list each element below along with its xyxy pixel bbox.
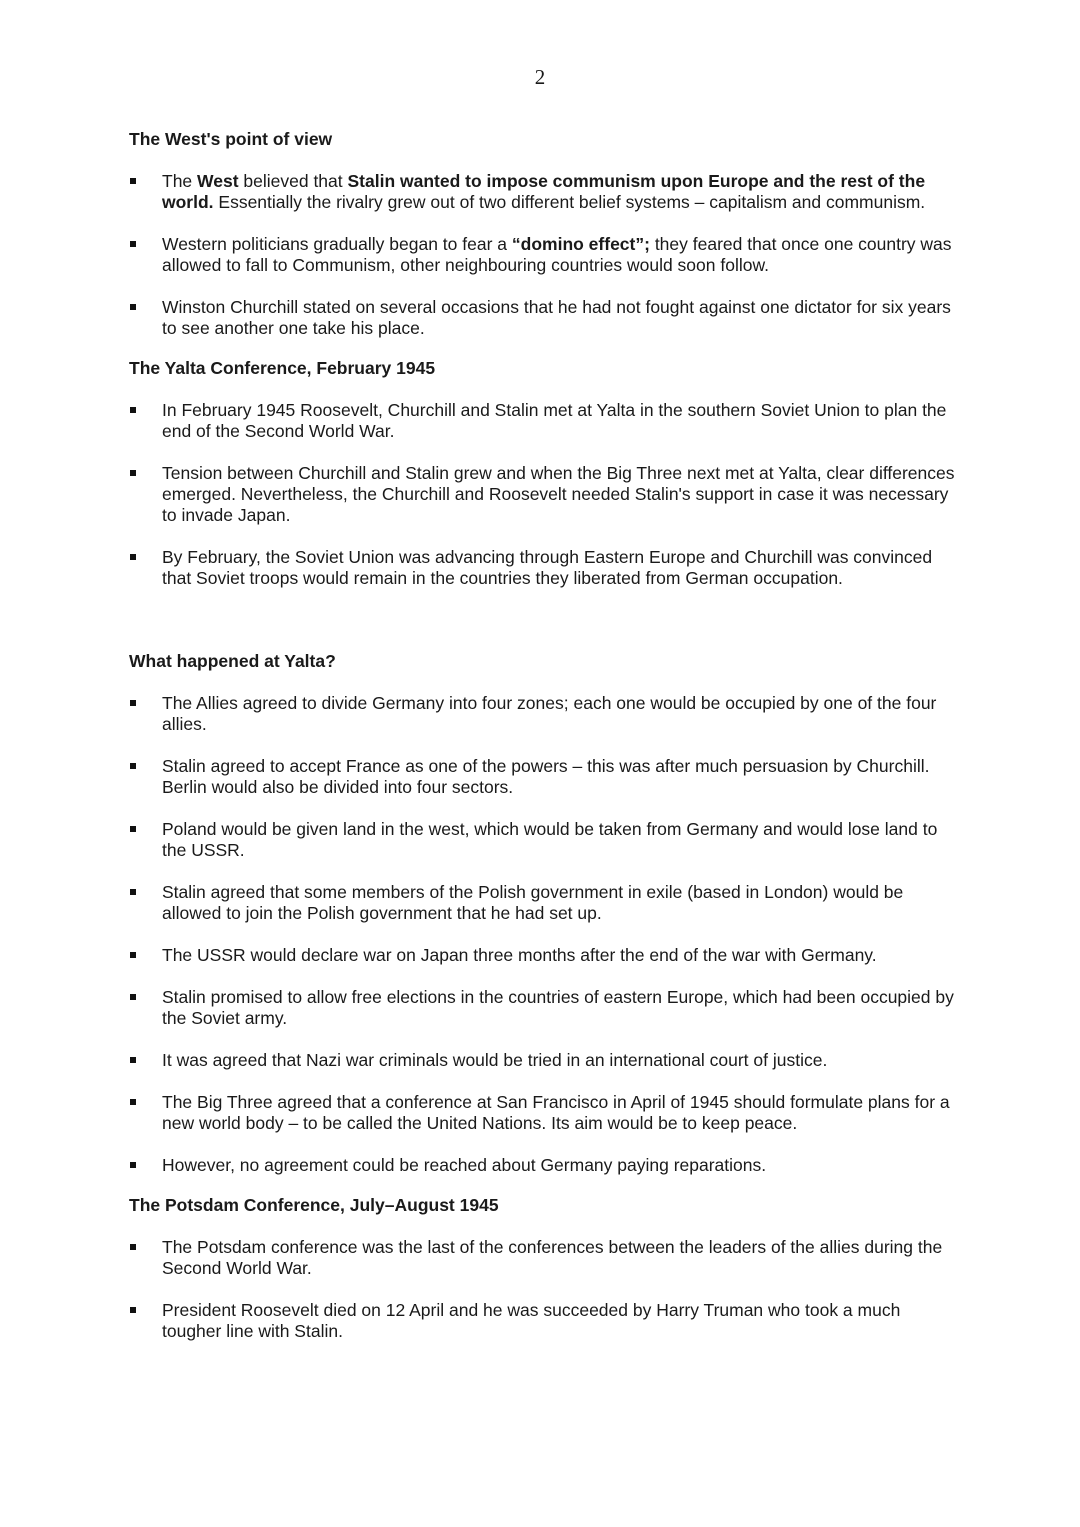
section-potsdam-conference bbox=[129, 1195, 959, 1342]
bullet-item bbox=[129, 1050, 959, 1071]
seg: Stalin agreed that some members of the Polish government in exile (based in London) would be allowed to join the Polish government that he had set up. bbox=[162, 882, 904, 923]
square-bullet-icon bbox=[130, 1057, 136, 1063]
seg-bold: West bbox=[197, 171, 239, 191]
square-bullet-icon bbox=[130, 178, 136, 184]
bullet-item bbox=[129, 400, 959, 442]
seg: The Big Three agreed that a conference at San Francisco in April of 1945 should formulate plans for a new world body – to be called the United Nations. Its aim would be to keep peace. bbox=[162, 1092, 950, 1133]
bullet-item bbox=[129, 693, 959, 735]
page-number: 2 bbox=[534, 65, 546, 89]
square-bullet-icon bbox=[130, 889, 136, 895]
bullet-item bbox=[129, 882, 959, 924]
bullet-list bbox=[129, 1237, 959, 1342]
bullet-list bbox=[129, 171, 959, 339]
section-what-happened-yalta bbox=[129, 651, 959, 1176]
seg: Essentially the rivalry grew out of two different belief systems – capitalism and communism. bbox=[213, 192, 926, 212]
seg: It was agreed that Nazi war criminals would be tried in an international court of justice. bbox=[162, 1050, 828, 1070]
square-bullet-icon bbox=[130, 407, 136, 413]
square-bullet-icon bbox=[130, 700, 136, 706]
seg: they feared that once one country was allowed to fall to Communism, other neighbouring countries would soon follow. bbox=[162, 234, 952, 275]
bullet-list bbox=[129, 693, 959, 1176]
bullet-item bbox=[129, 463, 959, 526]
section-heading: The West's point of view bbox=[129, 129, 333, 149]
square-bullet-icon bbox=[130, 470, 136, 476]
bullet-item bbox=[129, 1300, 959, 1342]
seg-bold: “domino effect”; bbox=[511, 234, 650, 254]
seg: Tension between Churchill and Stalin grew and when the Big Three next met at Yalta, clear differences emerged. Nevertheless, the Churchill and Roosevelt needed Stalin's support in case it was necessary to invade Japan. bbox=[162, 463, 955, 525]
seg: The bbox=[162, 171, 198, 191]
square-bullet-icon bbox=[130, 1307, 136, 1313]
section-heading: The Potsdam Conference, July–August 1945 bbox=[129, 1195, 499, 1215]
seg: By February, the Soviet Union was advancing through Eastern Europe and Churchill was convinced that Soviet troops would remain in the countries they liberated from German occupation. bbox=[162, 547, 933, 588]
square-bullet-icon bbox=[130, 304, 136, 310]
seg: However, no agreement could be reached about Germany paying reparations. bbox=[162, 1155, 767, 1175]
section-yalta-conference bbox=[129, 358, 959, 589]
bullet-item bbox=[129, 945, 959, 966]
seg-bold: Stalin wanted to impose communism upon Europe and the rest of the world. bbox=[162, 171, 926, 212]
bullet-item bbox=[129, 171, 959, 213]
bullet-item bbox=[129, 1155, 959, 1176]
seg: Poland would be given land in the west, which would be taken from Germany and would lose land to the USSR. bbox=[162, 819, 938, 860]
bullet-item bbox=[129, 756, 959, 798]
section-wests-view bbox=[129, 129, 959, 339]
square-bullet-icon bbox=[130, 763, 136, 769]
bullet-list bbox=[129, 400, 959, 589]
seg: In February 1945 Roosevelt, Churchill and Stalin met at Yalta in the southern Soviet Union to plan the end of the Second World War. bbox=[162, 400, 947, 441]
bullet-item bbox=[129, 234, 959, 276]
document-body bbox=[129, 129, 959, 1342]
square-bullet-icon bbox=[130, 994, 136, 1000]
bullet-item bbox=[129, 819, 959, 861]
bullet-item bbox=[129, 987, 959, 1029]
square-bullet-icon bbox=[130, 1099, 136, 1105]
square-bullet-icon bbox=[130, 952, 136, 958]
bullet-item bbox=[129, 1237, 959, 1279]
section-heading: The Yalta Conference, February 1945 bbox=[129, 358, 436, 378]
square-bullet-icon bbox=[130, 826, 136, 832]
seg: Winston Churchill stated on several occasions that he had not fought against one dictator for six years to see another one take his place. bbox=[162, 297, 951, 338]
seg: The Allies agreed to divide Germany into four zones; each one would be occupied by one of the four allies. bbox=[162, 693, 937, 734]
bullet-item bbox=[129, 297, 959, 339]
bullet-item bbox=[129, 1092, 959, 1134]
square-bullet-icon bbox=[130, 241, 136, 247]
section-heading: What happened at Yalta? bbox=[129, 651, 336, 671]
seg: President Roosevelt died on 12 April and he was succeeded by Harry Truman who took a much tougher line with Stalin. bbox=[162, 1300, 901, 1341]
bullet-item bbox=[129, 547, 959, 589]
square-bullet-icon bbox=[130, 554, 136, 560]
seg: believed that bbox=[238, 171, 348, 191]
square-bullet-icon bbox=[130, 1244, 136, 1250]
seg: Stalin agreed to accept France as one of the powers – this was after much persuasion by Churchill. Berlin would also be divided into four sectors. bbox=[162, 756, 930, 797]
seg: Western politicians gradually began to fear a bbox=[162, 234, 512, 254]
seg: The Potsdam conference was the last of the conferences between the leaders of the allies during the Second World War. bbox=[162, 1237, 943, 1278]
seg: Stalin promised to allow free elections in the countries of eastern Europe, which had been occupied by the Soviet army. bbox=[162, 987, 954, 1028]
square-bullet-icon bbox=[130, 1162, 136, 1168]
seg: The USSR would declare war on Japan three months after the end of the war with Germany. bbox=[162, 945, 877, 965]
